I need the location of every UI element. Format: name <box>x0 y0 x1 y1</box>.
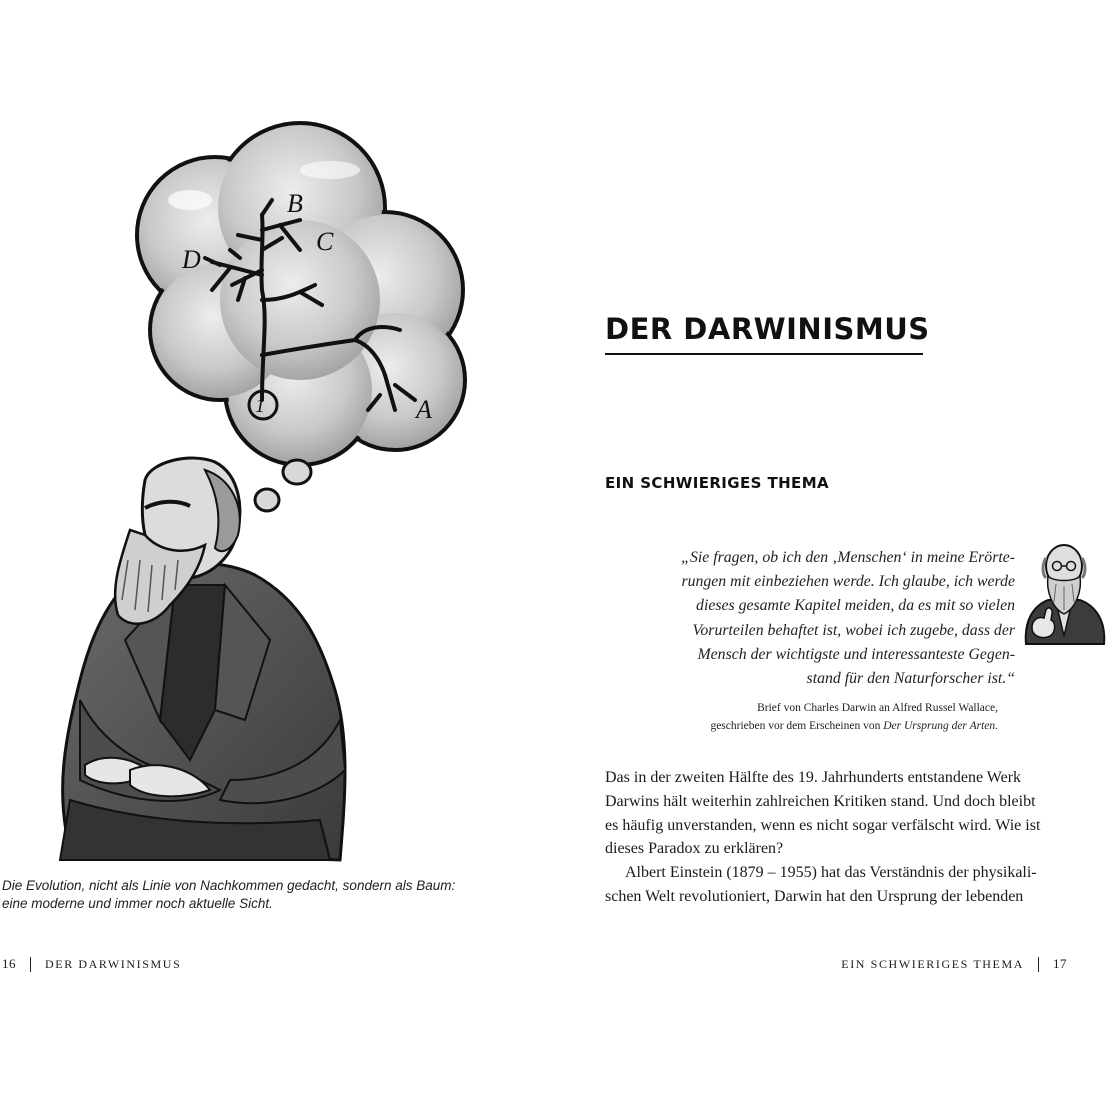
tree-label-c: C <box>316 227 334 256</box>
body-line: schen Welt revolutioniert, Darwin hat den Ursprung der lebenden <box>605 887 1024 905</box>
caption-line: eine moderne und immer noch aktuelle Sicht. <box>2 896 273 911</box>
attribution-line: Brief von Charles Darwin an Alfred Russel Wallace, <box>757 702 998 714</box>
tree-label-a: A <box>416 395 432 424</box>
caption-line: Die Evolution, nicht als Linie von Nachkommen gedacht, sondern als Baum: <box>2 878 456 893</box>
running-head: EIN SCHWIERIGES THEMA <box>841 956 1024 971</box>
section-title: EIN SCHWIERIGES THEMA <box>605 474 830 492</box>
body-line: Das in der zweiten Hälfte des 19. Jahrhunderts entstandene Werk <box>605 769 1022 786</box>
quote-attribution <box>597 699 998 735</box>
quote-line: Vorurteilen behaftet ist, wobei ich zugebe, dass der <box>692 621 1015 639</box>
tree-label-1: 1 <box>255 395 265 417</box>
chapter-title-rule <box>605 353 923 355</box>
folio-right <box>841 956 1067 972</box>
attribution-prefix: geschrieben vor dem Erscheinen von <box>710 720 884 732</box>
darwin-thumbs-up-portrait <box>1018 536 1110 646</box>
quote-line: rungen mit einbeziehen werde. Ich glaube, ich werde <box>681 573 1015 591</box>
attribution-line <box>597 717 998 735</box>
book-title: Der Ursprung der Arten <box>883 720 996 732</box>
body-line: dieses Paradox zu erklären? <box>605 840 784 858</box>
tree-label-b: B <box>287 189 303 218</box>
running-head: DER DARWINISMUS <box>45 956 182 971</box>
darwin-illustration <box>0 0 470 870</box>
tree-label-d: D <box>182 245 201 274</box>
thought-bubbles <box>255 460 311 511</box>
right-page <box>557 0 1115 1115</box>
folio-left <box>2 956 181 972</box>
body-text <box>605 766 1075 909</box>
left-page <box>0 0 557 1115</box>
page-number: 17 <box>1053 956 1067 971</box>
attribution-suffix: . <box>995 720 998 732</box>
body-line: Albert Einstein (1879 – 1955) hat das Verständnis der physikali- <box>625 864 1037 882</box>
quote-line: stand für den Naturforscher ist.“ <box>806 670 1015 688</box>
body-line: Darwins hält weiterhin zahlreichen Kritiken stand. Und doch bleibt <box>605 792 1036 810</box>
folio-separator <box>30 957 31 972</box>
body-line: es häufig unverstanden, wenn es nicht sogar verfälscht wird. Wie ist <box>605 816 1041 834</box>
epigraph-quote <box>627 546 1015 691</box>
darwin-figure <box>60 458 345 860</box>
page-number: 16 <box>2 956 16 971</box>
quote-line: Mensch der wichtigste und interessanteste Gegen- <box>697 645 1015 663</box>
illustration-caption <box>2 877 472 913</box>
folio-separator <box>1038 957 1039 972</box>
quote-line: dieses gesamte Kapitel meiden, da es mit so vielen <box>696 597 1015 615</box>
quote-line: „Sie fragen, ob ich den ‚Menschen‘ in meine Erörte- <box>681 549 1015 566</box>
chapter-title: DER DARWINISMUS <box>605 312 930 346</box>
